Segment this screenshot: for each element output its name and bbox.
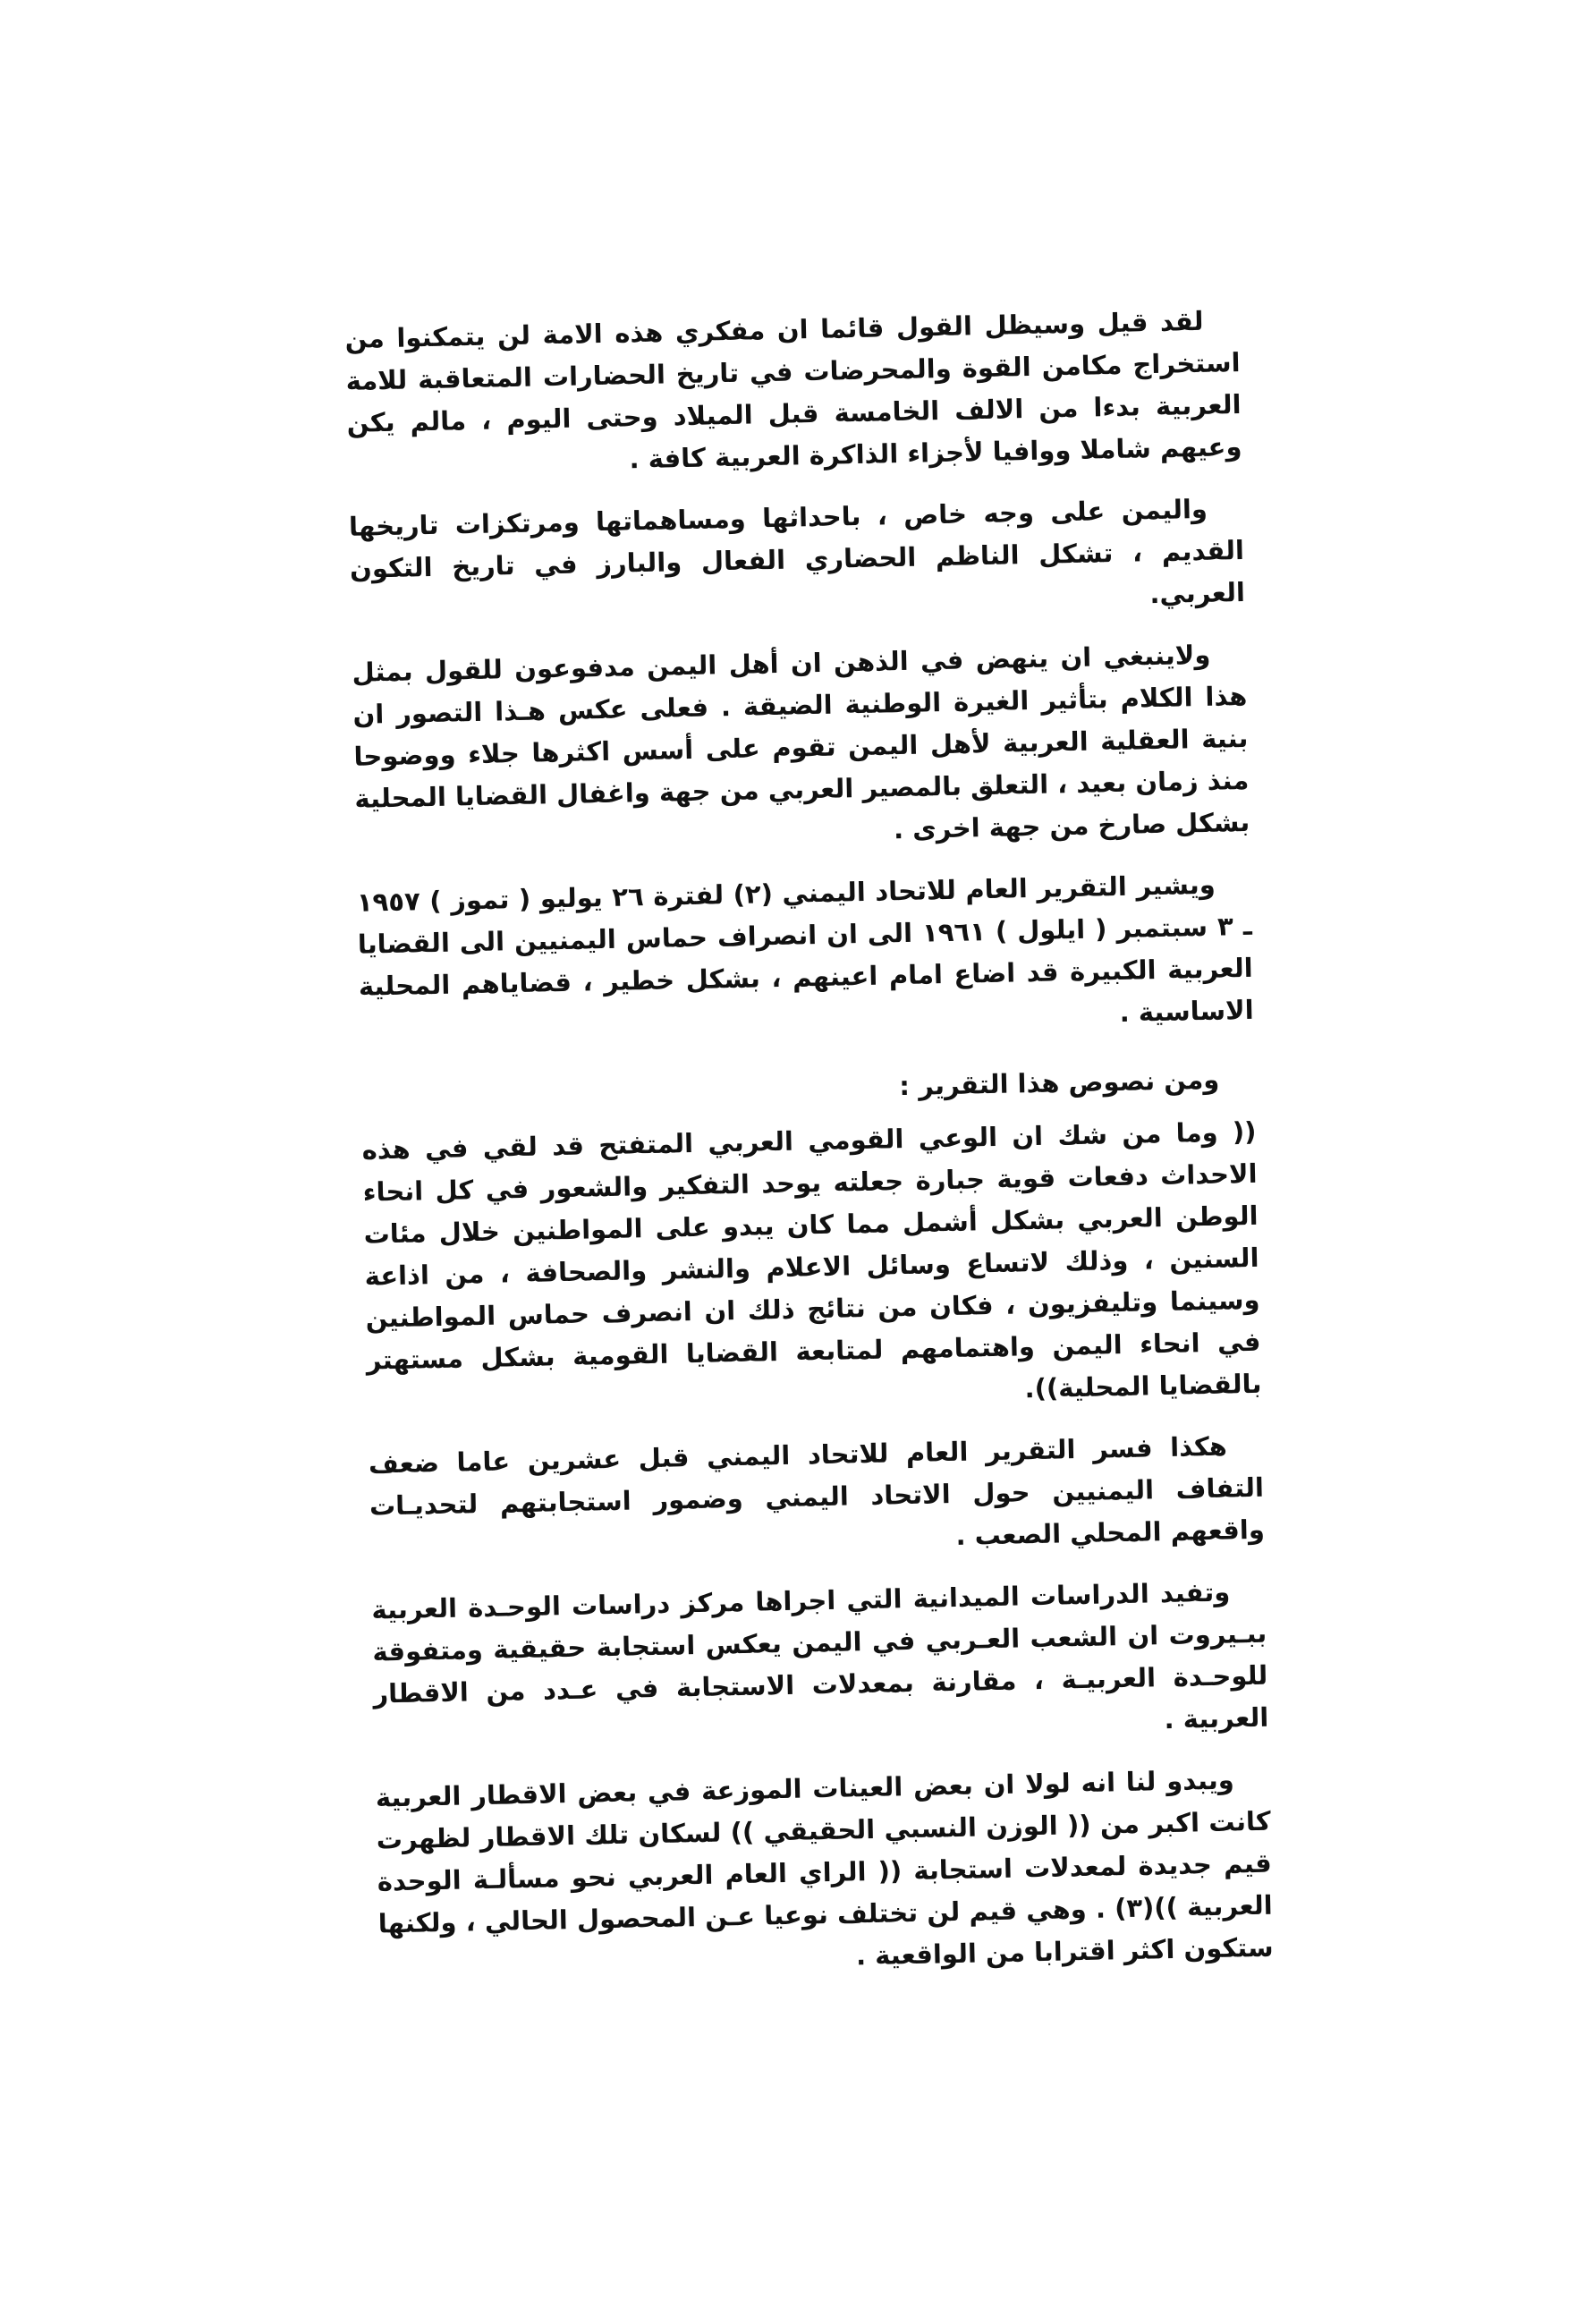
paragraph-6: هكذا فسر التقرير العام للاتحاد اليمني قبل عشرين عاما ضعف التفاف اليمنيين حول الاتحاد اليمني وضمور استجابتهم لتحديـات واقعهم المحلي الصعب . <box>368 1430 1266 1551</box>
arabic-text-body <box>344 300 1274 2004</box>
paragraph-8: ويبدو لنا انه لولا ان بعض العينات الموزعة في بعض الاقطار العربية كانت اكبر من (( الوزن النسبي الحقيقي )) لسكان تلك الاقطار لظهرت قيم جديدة لمعدلات استجابة (( الراي العام العربي نحو مسألـة الوحدة العربية ))(٣) . وهي قيم لن تختلف نوعيا عـن المحصول الحالي ، ولكنها ستكون اكثر اقترابا من الواقعية . <box>375 1764 1274 1972</box>
paragraph-2: واليمن على وجه خاص ، باحداثها ومساهماتها ومرتكزات تاريخها القديم ، تشكل الناظم الحضاري الفعال والبارز في تاريخ التكون العربي. <box>348 493 1246 610</box>
paragraph-7: وتفيد الدراسات الميدانية التي اجراها مركز دراسات الوحـدة العربية ببـيروت ان الشعب العـربي في اليمن يعكس استجابة حقيقية ومتفوقة للوحـدة العربيـة ، مقارنة بمعدلات الاستجابة في عـدد من الاقطار العربية . <box>371 1576 1269 1735</box>
paragraph-3: ولاينبغي ان ينهض في الذهن ان أهل اليمن مدفوعون للقول بمثل هذا الكلام بتأثير الغيرة الوطنية الضيقة . فعلى عكس هـذا التصور ان بنية العقلية العربية لأهل اليمن تقوم على أسس اكثرها جلاء ووضوحا منذ زمان بعيد ، التعلق بالمصير العربي من جهة واغفال القضايا المحلية بشكل صارخ من جهة اخرى . <box>352 639 1250 845</box>
report-quotation: (( وما من شك ان الوعي القومي العربي المتفتح قد لقي في هذه الاحداث دفعات قوية جبارة جعلته يوحد التفكير والشعور في كل انحاء الوطن العربي بشكل أشمل مما كان يبدو على المواطنين خلال مئات السنين ، وذلك لاتساع وسائل الاعلام والنشر والصحافة ، من اذاعة وسينما وتليفزيون ، فكان من نتائج ذلك ان انصرف حماس المواطنين في انحاء اليمن واهتمامهم لمتابعة القضايا القومية بشكل مستهتر بالقضايا المحلية)). <box>361 1115 1262 1404</box>
quote-intro: ومن نصوص هذا التقرير : <box>898 1064 1220 1102</box>
paragraph-4: ويشير التقرير العام للاتحاد اليمني (٢) لفترة ٢٦ يوليو ( تموز ) ١٩٥٧ ـ ٣ سبتمبر ( ايلول ) ١٩٦١ الى ان انصراف حماس اليمنيين الى القضايا العربية الكبيرة قد اضاع امام اعينهم ، بشكل خطير ، قضاياهم المحلية الاساسية . <box>356 869 1254 1028</box>
paragraph-1: لقد قيل وسيظل القول قائما ان مفكري هذه الامة لن يتمكنوا من استخراج مكامن القوة والمحرضات في تاريخ الحضارات المتعاقبة للامة العربية بدءا من الالف الخامسة قبل الميلاد وحتى اليوم ، مالم يكن وعيهم شاملا ووافيا لأجزاء الذاكرة العربية كافة . <box>344 305 1242 475</box>
